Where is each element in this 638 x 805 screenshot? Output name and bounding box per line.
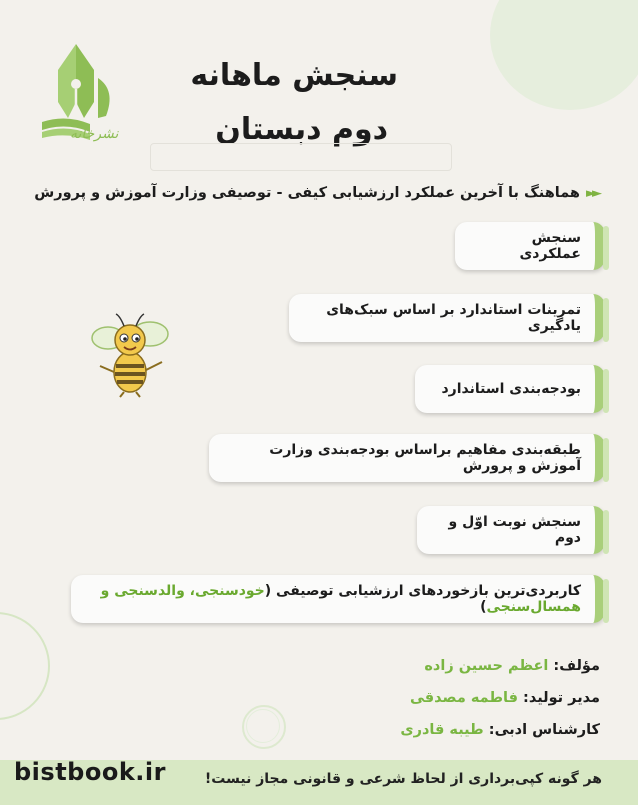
- feature-label: تمرینات استاندارد بر اساس سبک‌های یادگیری: [326, 302, 581, 334]
- credit-author: [424, 658, 600, 674]
- faded-box: [150, 143, 452, 171]
- tagline: [34, 185, 598, 201]
- copyright-note: هر گونه کپی‌برداری از لحاظ شرعی و قانونی مجاز نیست!: [204, 771, 602, 787]
- double-arrow-icon: ►►: [586, 185, 598, 201]
- feature-tab: [71, 575, 605, 623]
- page-title: سنجش ماهانه: [190, 58, 398, 93]
- feature-label: کاربردی‌ترین بازخوردهای ارزشیابی توصیفی (خودسنجی، والدسنجی و همسال‌سنجی): [100, 583, 581, 615]
- credit-role: مؤلف:: [553, 658, 600, 674]
- credit-production-manager: [410, 690, 600, 706]
- feature-highlight: خودسنجی، والدسنجی و همسال‌سنجی: [100, 583, 581, 615]
- decorative-ring: [0, 612, 50, 720]
- credit-role: کارشناس ادبی:: [488, 722, 600, 738]
- credit-literary-editor: [400, 722, 600, 738]
- watermark: bistbook.ir: [14, 758, 166, 786]
- credit-role: مدیر تولید:: [523, 690, 600, 706]
- credit-name: طیبه قادری: [400, 722, 484, 738]
- feature-label: بودجه‌بندی استاندارد: [441, 381, 581, 397]
- feature-label: طبقه‌بندی مفاهیم براساس بودجه‌بندی وزارت آموزش و پرورش: [269, 442, 581, 474]
- credit-name: فاطمه مصدقی: [410, 690, 518, 706]
- feature-tab: [455, 222, 605, 270]
- bee-mascot-icon: [86, 310, 176, 398]
- tagline-text: هماهنگ با آخرین عملکرد ارزشیابی کیفی - توصیفی وزارت آموزش و پرورش: [34, 185, 580, 201]
- page-subtitle: دوم دبستان: [215, 112, 388, 147]
- decorative-circle: [490, 0, 638, 110]
- feature-tab: [209, 434, 605, 482]
- feature-label: سنجش نوبت اوّل و دوم: [448, 514, 581, 546]
- decorative-ring: [246, 709, 280, 743]
- feature-tab: [289, 294, 605, 342]
- feature-tab: [417, 506, 605, 554]
- credit-name: اعظم حسین زاده: [424, 658, 549, 674]
- feature-tab: [415, 365, 605, 413]
- logo-text: نشرخانه: [70, 126, 119, 142]
- feature-label: سنجش عملکردی: [519, 230, 581, 262]
